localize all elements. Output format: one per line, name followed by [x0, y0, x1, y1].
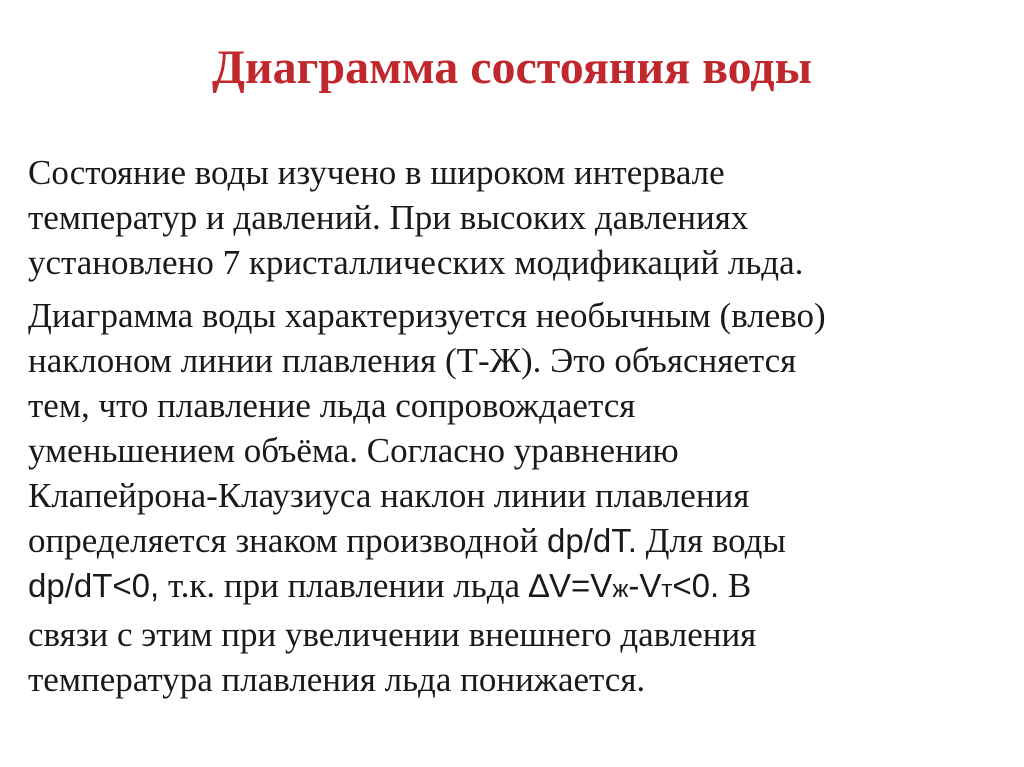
- solid-volume-formula: -V: [628, 567, 662, 604]
- derivative-condition-formula: dp/dT<0,: [28, 567, 160, 604]
- text-line: наклоном линии плавления (Т-Ж). Это объясняется: [28, 341, 797, 380]
- condition-text-after: В: [719, 566, 752, 605]
- derivative-formula: dp/dT.: [546, 522, 637, 559]
- delta-v-formula: ∆V=V: [528, 567, 613, 604]
- text-line: установлено 7 кристаллических модификаций льда.: [28, 243, 804, 282]
- less-than-zero: <0.: [672, 567, 720, 604]
- text-line: температур и давлений. При высоких давлениях: [28, 198, 749, 237]
- condition-line: [28, 563, 1003, 612]
- text-line: уменьшением объёма. Согласно уравнению: [28, 431, 679, 470]
- paragraph-melting-line: [28, 293, 1003, 702]
- slide-body: [28, 150, 1003, 702]
- condition-text: т.к. при плавлении льда: [159, 566, 529, 605]
- derivative-line: [28, 518, 1003, 563]
- text-line: Диаграмма воды характеризуется необычным (влево): [28, 296, 826, 335]
- derivative-text-after: Для воды: [636, 521, 786, 560]
- liquid-subscript: ж: [612, 576, 629, 603]
- derivative-text: определяется знаком производной: [28, 521, 547, 560]
- text-line: связи с этим при увеличении внешнего давления: [28, 615, 757, 654]
- paragraph-crystal-modifications: [28, 150, 1003, 285]
- slide-title: Диаграмма состояния воды: [211, 41, 813, 94]
- text-line: Состояние воды изучено в широком интервале: [28, 153, 725, 192]
- text-line: температура плавления льда понижается.: [28, 660, 646, 699]
- text-line: Клапейрона-Клаузиуса наклон линии плавления: [28, 476, 750, 515]
- text-line: тем, что плавление льда сопровождается: [28, 386, 636, 425]
- solid-subscript: т: [661, 576, 673, 603]
